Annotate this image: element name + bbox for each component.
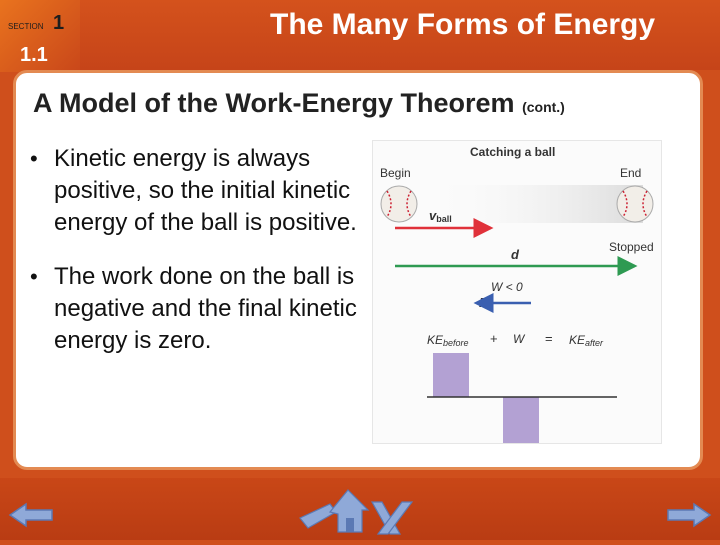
work-energy-figure [372, 140, 662, 444]
work-bar [503, 397, 539, 443]
section-badge [0, 0, 80, 72]
bottom-nav-bar [0, 478, 720, 540]
equals-sign: = [545, 331, 553, 346]
ke-before-bar [433, 353, 469, 397]
section-label: SECTION [8, 22, 44, 31]
page-title: The Many Forms of Energy [270, 8, 656, 41]
work-label: W < 0 [491, 280, 523, 294]
baseball-start-icon [381, 186, 417, 222]
left-arrow-icon [8, 502, 54, 528]
displacement-label: d [511, 247, 519, 262]
figure-svg [373, 141, 663, 445]
slide-heading-suffix: (cont.) [522, 99, 565, 115]
begin-label: Begin [380, 166, 411, 180]
baseball-end-icon [617, 186, 653, 222]
stopped-label: Stopped [609, 240, 654, 254]
work-term: W [513, 332, 525, 346]
right-arrow-icon [666, 502, 712, 528]
ke-before-term: KEbefore [427, 333, 469, 348]
ke-after-term: KEafter [569, 333, 604, 348]
end-label: End [620, 166, 642, 180]
section-number: 1 [53, 12, 65, 34]
bullet-item: • Kinetic energy is always positive, so the initial kinetic energy of the ball is positive. [30, 143, 370, 239]
back-button[interactable] [8, 502, 54, 533]
home-icon [296, 484, 426, 540]
forward-button[interactable] [666, 502, 712, 533]
slide-heading-text: A Model of the Work-Energy Theorem [33, 88, 515, 118]
home-button[interactable] [296, 484, 426, 545]
figure-title: Catching a ball [470, 145, 556, 159]
header-band [80, 0, 720, 70]
bullet-item: • The work done on the ball is negative and the final kinetic energy is zero. [30, 261, 370, 357]
slide-heading [33, 88, 565, 119]
plus-sign: + [490, 331, 498, 346]
force-label: F [479, 295, 487, 310]
section-subnumber: 1.1 [20, 44, 48, 66]
velocity-label: vball [429, 208, 452, 224]
bullet-list [30, 143, 370, 379]
